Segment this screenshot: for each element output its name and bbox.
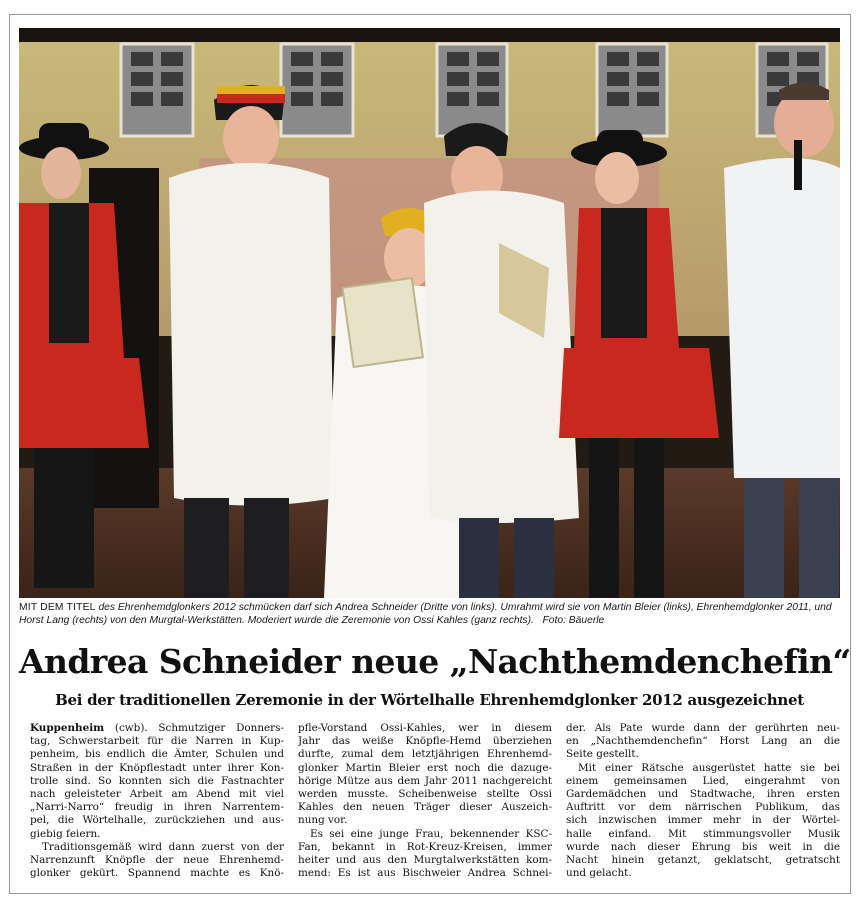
photo-credit: Foto: Bäuerle (542, 615, 605, 626)
article-line: Auftritt vor dem närrischen Publikum, das (566, 801, 840, 814)
article-line: „Narri-Narro“ freudig in ihren Narrentem- (30, 801, 284, 814)
article-line: Nacht hinein getanzt, geklatscht, getratscht (566, 854, 840, 867)
article-line: Kahles den neuen Träger dieser Auszeich- (298, 801, 552, 814)
article-line: einem gemeinsamen Lied, eingerahmt von (566, 774, 840, 787)
article-line: hörige Mütze aus dem Jahr 2011 nachgereicht (298, 774, 552, 787)
article-line: Gardemädchen und Stadtwache, ihren ersten (566, 788, 840, 801)
photo-stage-ceremony-icon (19, 28, 840, 598)
article-line: mend: Es ist aus Bischweier Andrea Schnei- (298, 867, 552, 880)
dateline-place: Kuppenheim (30, 722, 105, 734)
article-line: Es sei eine junge Frau, bekennender KSC- (310, 827, 552, 840)
article-line: giebig feiern. (30, 827, 101, 840)
article-column-2 (298, 722, 552, 880)
caption-text: des Ehrenhemdglonkers 2012 schmücken darf sich Andrea Schneider (Dritte von links). Umrahmt wird sie von Martin Bleier (links), Ehrenhemdglonker 2011, und Horst Lang (rechts) von den Murgtal-Werkstätten. Moderiert wurde die Zeremonie von Ossi Kahles (ganz rechts). (19, 602, 832, 626)
headline: Andrea Schneider neue „Nachthemdenchefin“ (19, 642, 851, 681)
article-line: Jahr das weiße Knöpfle-Hemd überziehen (298, 735, 552, 748)
article-line: wurde nach dieser Ehrung bis weit in die (566, 840, 840, 853)
article-line: Kuppenheim (cwb). Schmutziger Donners- (30, 722, 284, 734)
article-line: tag, Schwerstarbeit für die Narren in Kup- (30, 735, 284, 748)
article-line: sich inzwischen immer mehr in der Wörtel- (566, 814, 840, 827)
article-line: glonker Martin Bleier erst noch die dazuge- (298, 761, 552, 774)
article-line: Fan, bekannt in Rot-Kreuz-Kreisen, immer (298, 840, 552, 853)
caption-lead: MIT DEM TITEL (19, 602, 96, 613)
article-column-1 (30, 722, 284, 880)
article-line: Mit einer Rätsche ausgerüstet hatte sie bei (578, 761, 840, 774)
article-line: und gelacht. (566, 867, 632, 880)
article-line: Narrenzunft Knöpfle der neue Ehrenhemd- (30, 854, 284, 867)
article-line: trolle sind. So konnten sich die Fastnachter (30, 774, 284, 787)
article-line: Traditionsgemäß wird dann zuerst von der (42, 840, 284, 853)
article-line: halle einfand. Mit stimmungsvoller Musik (566, 827, 840, 840)
article-line: glonker gekürt. Spannend machte es Knö- (30, 867, 284, 880)
article-line: nung vor. (298, 814, 348, 827)
article-line: nach geleisteter Arbeit am Abend mit viel (30, 788, 284, 801)
subheadline: Bei der traditionellen Zeremonie in der Wörtelhalle Ehrenhemdglonker 2012 ausgezeichnet (55, 691, 804, 709)
article-column-3 (566, 722, 840, 880)
article-line: heiter und aus den Murgtalwerkstätten kom- (298, 854, 552, 867)
article-line: penheim, bis endlich die Ämter, Schulen und (30, 748, 284, 761)
article-photo (19, 28, 840, 598)
article-line: werden musste. Scheibenweise stellte Ossi (298, 788, 552, 801)
article-line: Straßen in der Knöpflestadt unter ihrer Kon- (30, 761, 284, 774)
article-line: en „Nachthemdenchefin“ Horst Lang an die (566, 735, 840, 748)
article-line: pel, die Wörtelhalle, zurückziehen und aus- (30, 814, 284, 827)
article-line: pfle-Vorstand Ossi-Kahles, wer in diesem (298, 722, 552, 734)
article-line: durfte, zumal dem letztjährigen Ehrenhemd- (298, 748, 552, 761)
article-line: der. Als Pate wurde dann der gerührten neu- (566, 722, 840, 734)
article-line: Seite gestellt. (566, 748, 639, 761)
photo-caption (19, 601, 844, 627)
